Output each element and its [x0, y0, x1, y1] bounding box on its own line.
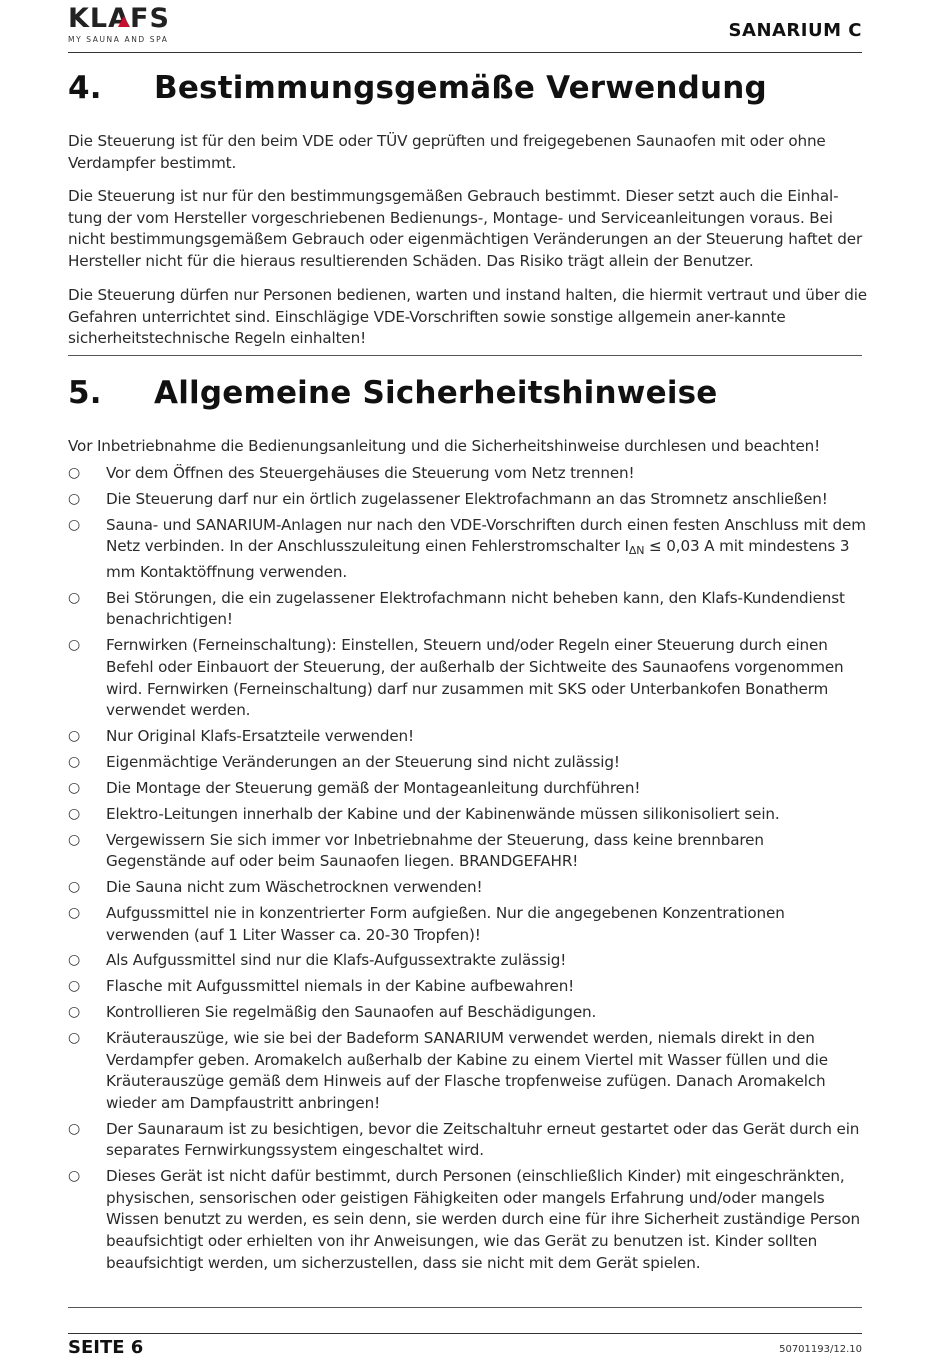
circle-bullet-icon: ○ — [68, 1120, 81, 1137]
page-number: SEITE 6 — [68, 1337, 144, 1358]
list-item: ○ Die Sauna nicht zum Wäschetrocknen verwenden! — [68, 877, 868, 899]
list-item: ○ Kontrollieren Sie regelmäßig den Saunaofen auf Beschädigungen. — [68, 1002, 868, 1024]
circle-bullet-icon: ○ — [68, 1004, 81, 1021]
circle-bullet-icon: ○ — [68, 637, 81, 654]
section-4-number: 4. — [68, 70, 102, 106]
section-5-number: 5. — [68, 375, 102, 411]
list-item: ○ Elektro-Leitungen innerhalb der Kabine und der Kabinenwände müssen silikonisoliert sein. — [68, 804, 868, 826]
klafs-logo — [68, 4, 178, 46]
list-item: ○ Bei Störungen, die ein zugelassener Elektrofachmann nicht beheben kann, den Klafs-Kundendienst benachrichtigen! — [68, 588, 845, 629]
rcd-text-after: ≤ 0,03 A mit mindestens 3 mm Kontaktöffnung verwenden. — [106, 537, 850, 581]
list-item: ○ Nur Original Klafs-Ersatzteile verwenden! — [68, 726, 868, 748]
circle-bullet-icon: ○ — [68, 1168, 81, 1185]
footer-top-rule — [68, 1307, 862, 1308]
section-4-title: Bestimmungsgemäße Verwendung — [154, 70, 767, 106]
circle-bullet-icon: ○ — [68, 728, 81, 745]
list-item: ○ Vor dem Öffnen des Steuergehäuses die Steuerung vom Netz trennen! — [68, 463, 868, 485]
rcd-subscript: ΔN — [628, 544, 645, 558]
section-4-heading — [68, 70, 767, 106]
circle-bullet-icon: ○ — [68, 952, 81, 969]
circle-bullet-icon: ○ — [68, 831, 81, 848]
logo-tagline: MY SAUNA AND SPA — [68, 35, 169, 44]
page-header — [68, 0, 862, 52]
section-4-paragraph-1: Die Steuerung ist für den beim VDE oder TÜV geprüften und freigegebenen Saunaofen mit oder ohne Verdampfer bestimmt. — [68, 132, 826, 172]
list-item: ○ Flasche mit Aufgussmittel niemals in der Kabine aufbewahren! — [68, 976, 868, 998]
circle-bullet-icon: ○ — [68, 978, 81, 995]
circle-bullet-icon: ○ — [68, 589, 81, 606]
list-item: ○ Aufgussmittel nie in konzentrierter Form aufgießen. Nur die angegebenen Konzentrationen verwenden (auf 1 Liter Wasser ca. 20-30 Tropfen)! — [68, 903, 785, 944]
list-item: ○ Eigenmächtige Veränderungen an der Steuerung sind nicht zulässig! — [68, 752, 868, 774]
section-divider — [68, 355, 862, 356]
circle-bullet-icon: ○ — [68, 516, 81, 533]
list-item — [68, 515, 868, 584]
circle-bullet-icon: ○ — [68, 465, 81, 481]
footer-rule — [68, 1333, 862, 1334]
list-item: ○ Der Saunaraum ist zu besichtigen, bevor die Zeitschaltuhr erneut gestartet oder das Gerät durch ein separates Fernwirkungssystem eingeschaltet wird. — [68, 1119, 860, 1160]
document-code: 50701193/12.10 — [779, 1344, 862, 1355]
section-5-intro: Vor Inbetriebnahme die Bedienungsanleitung und die Sicherheitshinweise durchlesen und beachten! — [68, 437, 821, 455]
section-4-paragraph-2: Die Steuerung ist nur für den bestimmungsgemäßen Gebrauch bestimmt. Dieser setzt auch die Einhal-tung der vom Hersteller vorgeschriebenen Bedienungs-, Montage- und Serviceanleitungen voraus. Bei nicht bestimmungsgemäßem Gebrauch oder eigenmächtigen Veränderungen an der Steuerung haftet der Hersteller nicht für die hieraus resultierenden Schäden. Das Risiko trägt allein der Benutzer. — [68, 187, 863, 270]
section-5-heading — [68, 375, 718, 411]
logo-triangle-icon — [118, 16, 130, 27]
list-item: ○ Die Steuerung darf nur ein örtlich zugelassener Elektrofachmann an das Stromnetz anschließen! — [68, 489, 868, 511]
circle-bullet-icon: ○ — [68, 904, 81, 921]
logo-wordmark: KLAFS — [68, 3, 170, 34]
circle-bullet-icon: ○ — [68, 879, 81, 896]
list-item: ○ Fernwirken (Ferneinschaltung): Einstellen, Steuern und/oder Regeln einer Steuerung durch einen Befehl oder Einbauort der Steuerung, der außerhalb der Sichtweite des Saunaofens vorgenommen wird. Fernwirken (Ferneinschaltung) darf nur zusammen mit SKS oder Unterbankofen Bonatherm verwendet werden. — [68, 636, 844, 720]
section-4-paragraph-3: Die Steuerung dürfen nur Personen bedienen, warten und instand halten, die hiermit vertraut und über die Gefahren unterrichtet sind. Einschlägige VDE-Vorschriften sowie sonstige allgemein aner-kannte sicherheitstechnische Regeln einhalten! — [68, 286, 867, 348]
rcd-text-before: Sauna- und SANARIUM-Anlagen nur nach den VDE-Vorschriften durch einen festen Anschluss mit dem Netz verbinden. In der Anschlusszuleitung einen Fehlerstromschalter I — [106, 515, 866, 556]
circle-bullet-icon: ○ — [68, 779, 81, 796]
list-item: ○ Die Montage der Steuerung gemäß der Montageanleitung durchführen! — [68, 778, 868, 800]
list-item: ○ Dieses Gerät ist nicht dafür bestimmt, durch Personen (einschließlich Kinder) mit eingeschränkten, physischen, sensorischen oder geistigen Fähigkeiten oder mangels Erfahrung und/oder mangels Wissen benutzt zu werden, es sein denn, sie werden durch eine für ihre Sicherheit zuständige Person beaufsichtigt oder erhielten von ihr Anweisungen, wie das Gerät zu benutzen ist. Kinder sollten beaufsichtigt werden, um sicherzustellen, dass sie nicht mit dem Gerät spielen. — [68, 1167, 860, 1272]
section-5-title: Allgemeine Sicherheitshinweise — [154, 375, 718, 411]
safety-list — [68, 463, 868, 1279]
circle-bullet-icon: ○ — [68, 805, 81, 822]
list-item: ○ Vergewissern Sie sich immer vor Inbetriebnahme der Steuerung, dass keine brennbaren Gegenstände auf oder beim Saunaofen liegen. BRANDGEFAHR! — [68, 830, 764, 871]
list-item: ○ Kräuterauszüge, wie sie bei der Badeform SANARIUM verwendet werden, niemals direkt in den Verdampfer geben. Aromakelch außerhalb der Kabine zu einem Viertel mit Wasser füllen und die Kräuterauszüge gemäß dem Hinweis auf der Flasche tropfenweise zufügen. Danach Aromakelch wieder am Dampfaustritt anbringen! — [68, 1029, 828, 1112]
circle-bullet-icon: ○ — [68, 1030, 81, 1047]
circle-bullet-icon: ○ — [68, 753, 81, 770]
circle-bullet-icon: ○ — [68, 490, 81, 507]
product-name: SANARIUM C — [728, 20, 862, 41]
list-item: ○ Als Aufgussmittel sind nur die Klafs-Aufgussextrakte zulässig! — [68, 950, 868, 972]
header-rule — [68, 52, 862, 53]
